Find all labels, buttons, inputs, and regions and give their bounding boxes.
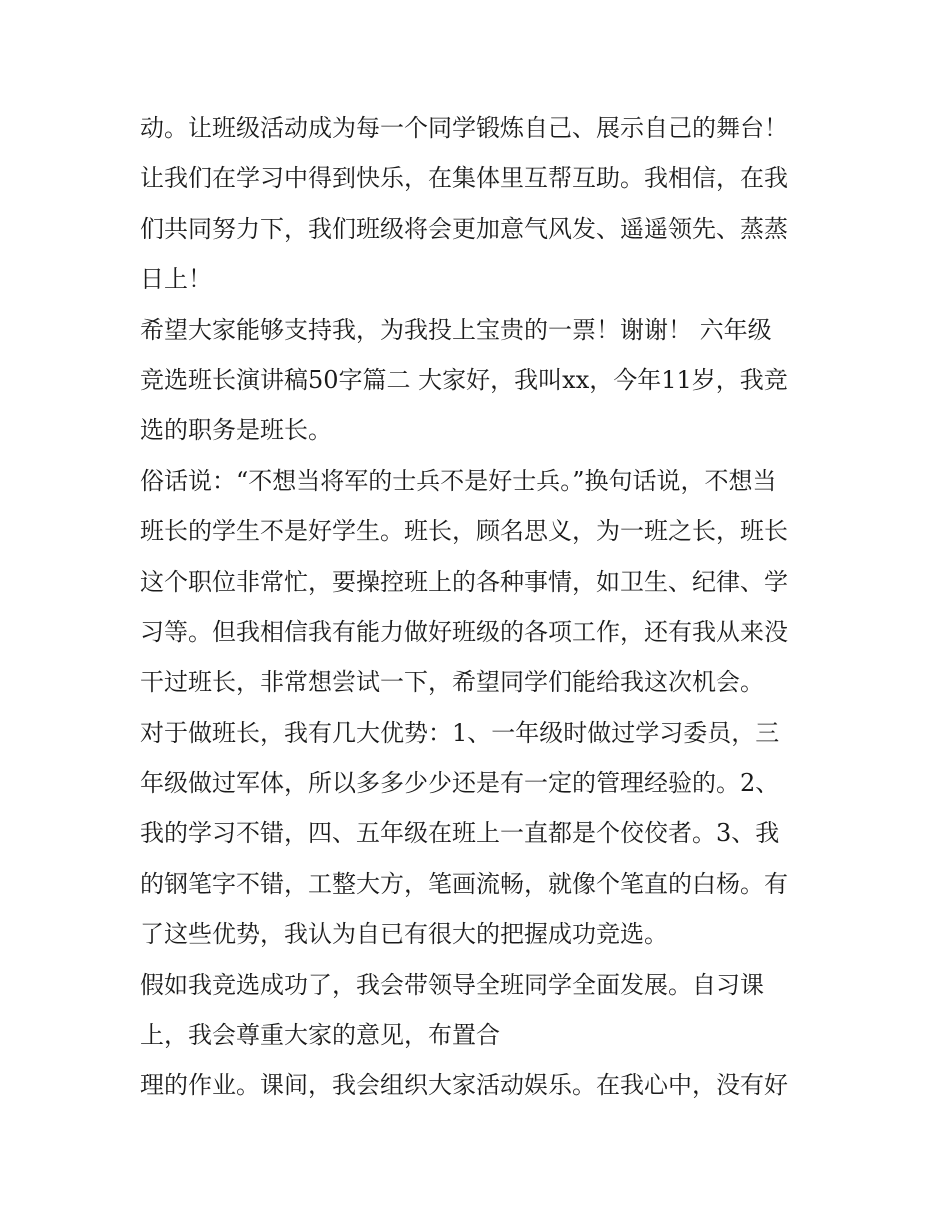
text-line: 俗话说：“不想当将军的士兵不是好士兵。”换句话说，不想当 (140, 466, 777, 495)
text-line: 习等。但我相信我有能力做好班级的各项工作，还有我从来没 (140, 617, 788, 646)
text-line: 希望大家能够支持我，为我投上宝贵的一票！谢谢！ 六年级 (140, 315, 772, 344)
text-line: 干过班长，非常想尝试一下，希望同学们能给我这次机会。 (140, 668, 764, 697)
text-line: 选的职务是班长。 (140, 416, 332, 445)
text-line: 的钢笔字不错，工整大方，笔画流畅，就像个笔直的白杨。有 (140, 869, 788, 898)
text-line: 这个职位非常忙，要操控班上的各种事情，如卫生、纪律、学 (140, 567, 788, 596)
text-line: 竞选班长演讲稿50字篇二 大家好，我叫xx，今年11岁，我竞 (140, 365, 788, 394)
body-text (140, 103, 830, 1111)
text-line: 让我们在学习中得到快乐，在集体里互帮互助。我相信，在我 (140, 164, 788, 193)
text-line: 们共同努力下，我们班级将会更加意气风发、遥遥领先、蒸蒸 (140, 214, 788, 243)
text-line: 我的学习不错，四、五年级在班上一直都是个佼佼者。3、我 (140, 819, 780, 848)
text-line: 动。让班级活动成为每一个同学锻炼自己、展示自己的舞台！ (140, 114, 788, 142)
text-line: 班长的学生不是好学生。班长，顾名思义，为一班之长，班长 (140, 517, 788, 546)
text-line: 理的作业。课间，我会组织大家活动娱乐。在我心中，没有好 (140, 1071, 788, 1100)
text-line: 年级做过军体，所以多多少少还是有一定的管理经验的。2、 (140, 769, 780, 798)
text-line: 了这些优势，我认为自已有很大的把握成功竞选。 (140, 920, 668, 949)
text-line: 对于做班长，我有几大优势：1、一年级时做过学习委员，三 (140, 718, 780, 747)
text-line: 上，我会尊重大家的意见，布置合 (140, 1021, 500, 1050)
text-line: 假如我竞选成功了，我会带领导全班同学全面发展。自习课 (140, 970, 764, 999)
text-line: 日上！ (140, 265, 212, 294)
